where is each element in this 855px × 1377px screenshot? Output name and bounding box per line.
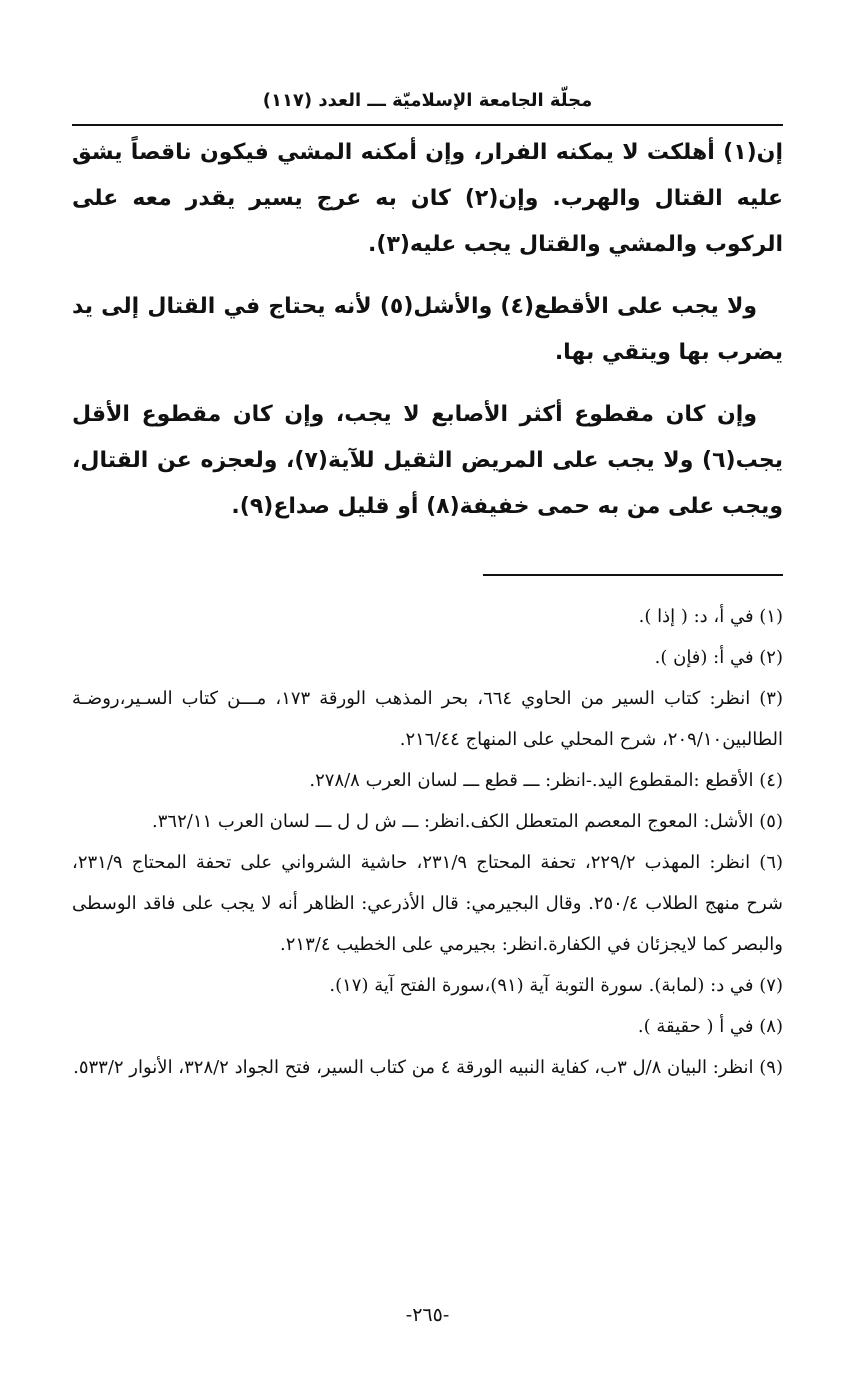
footnote-4: (٤) الأقطع :المقطوع اليد.-انظر: ـــ قطع ـــ لسان العرب ٢٧٨/٨. (309, 770, 783, 791)
footnote-6: (٦) انظر: المهذب ٢٢٩/٢، تحفة المحتاج ٢٣١/٩، حاشية الشرواني على تحفة المحتاج ٢٣١/٩، شرح منهج الطلاب ٢٥٠/٤. وقال البجيرمي: قال الأذرعي: الظاهر أنه لا يجب على فاقد الوسطى والبصر كما لايجزئان في الكفارة.انظر: بجيرمي على الخطيب ٢١٣/٤. (72, 852, 784, 955)
footnote-3: (٣) انظر: كتاب السير من الحاوي ٦٦٤، بحر المذهب الورقة ١٧٣، مـــن كتاب السـير،روضـة الطالبين٢٠٩/١٠، شرح المحلي على المنهاج ٢١٦/٤٤. (72, 688, 783, 750)
footnote-7: (٧) في د: (لمابة). سورة التوبة آية (٩١)،سورة الفتح آية (١٧). (329, 975, 783, 996)
page-number: -٢٦٥- (405, 1304, 450, 1326)
footnote-8: (٨) في أ ( حقيقة ). (637, 1016, 783, 1037)
footnote-separator (483, 574, 783, 576)
footnotes (72, 596, 783, 1088)
footnote-9: (٩) انظر: البيان ٨/ل ٣ب، كفاية النبيه الورقة ٤ من كتاب السير، فتح الجواد ٣٢٨/٢، الأنوار ٥٣٣/٢. (73, 1057, 783, 1078)
header-rule (72, 124, 783, 126)
running-header: مجلّة الجامعة الإسلاميّة ـــ العدد (١١٧) (262, 90, 593, 111)
paragraph-2: ولا يجب على الأقطع(٤) والأشل(٥) لأنه يحتاج في القتال إلى يد يضرب بها ويتقي بها. (72, 294, 783, 365)
paragraph-1: إن(١) أهلكت لا يمكنه الفرار، وإن أمكنه المشي فيكون ناقصاً يشق عليه القتال والهرب. وإن(٢) كان به عرج يسير يقدر معه على الركوب والمشي والقتال يجب عليه(٣). (72, 140, 783, 257)
main-text (72, 130, 783, 546)
footnote-5: (٥) الأشل: المعوج المعصم المتعطل الكف.انظر: ـــ ش ل ل ـــ لسان العرب ٣٦٢/١١. (152, 811, 783, 832)
footnote-1: (١) في أ، د: ( إذا ). (638, 606, 783, 627)
paragraph-3: وإن كان مقطوع أكثر الأصابع لا يجب، وإن كان مقطوع الأقل يجب(٦) ولا يجب على المريض الثقيل للآية(٧)، ولعجزه عن القتال، ويجب على من به حمى خفيفة(٨) أو قليل صداع(٩). (72, 402, 784, 519)
footnote-2: (٢) في أ: (فإن ). (654, 647, 783, 668)
